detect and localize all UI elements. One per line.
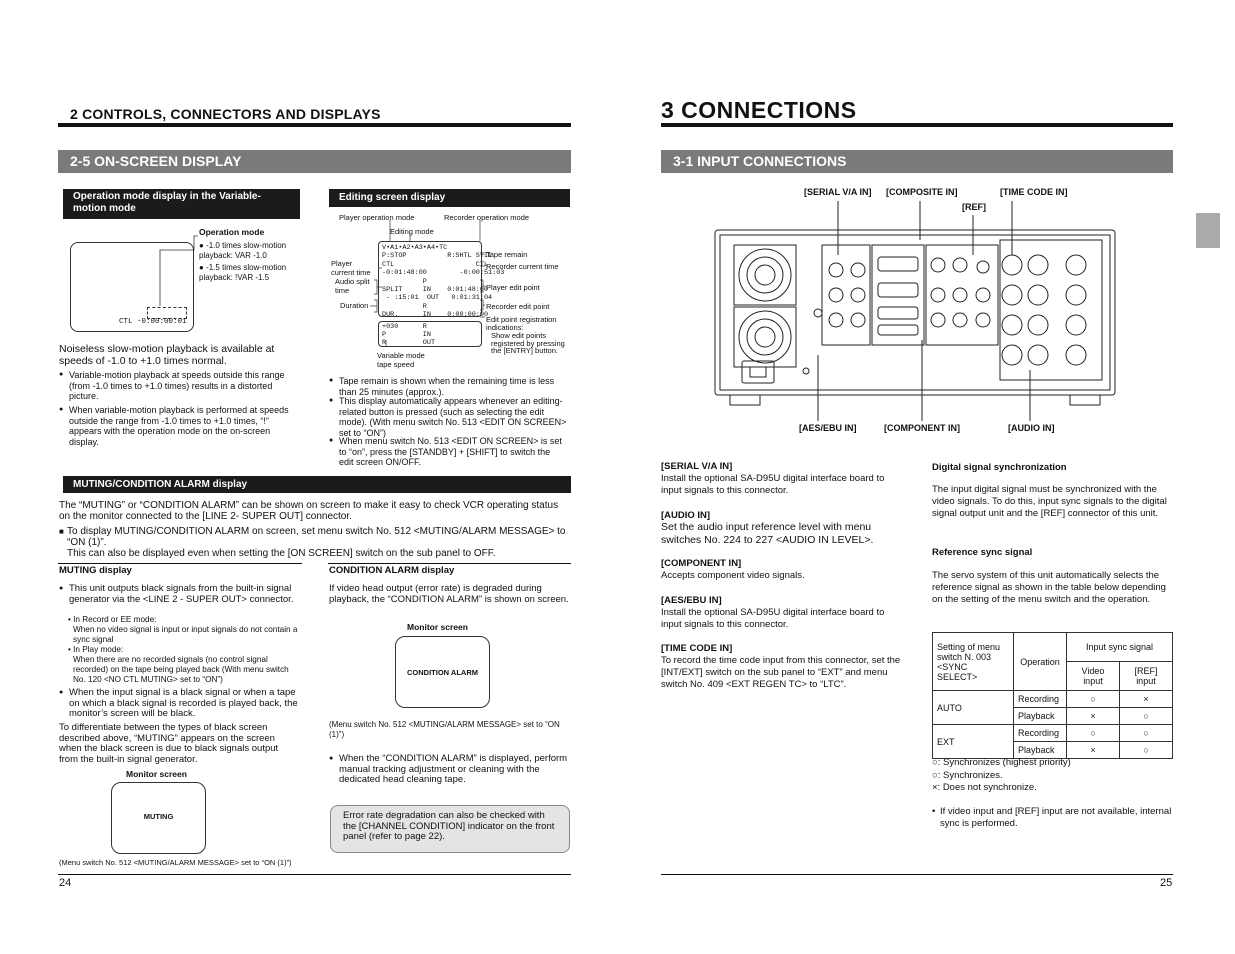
alarm-rule — [328, 563, 571, 564]
muting-diff: To differentiate between the types of black screen described above, “MUTING” appears on the screen when the black screen is due to black signals output from the built-in signal generator. — [59, 722, 279, 765]
muting-sub-4: When there are no recorded signals (no control signal recorded) on the tape being played back (With menu switch No. 120 <NO CTL MUTING> set to “ON”) — [73, 655, 289, 684]
label-timecode: [TIME CODE IN] — [1000, 187, 1068, 197]
chapter-rule-right — [661, 123, 1173, 127]
edit-lower-line-3: R OUT — [382, 339, 436, 347]
sync-table-cell: ○ — [1119, 725, 1172, 742]
label-aes: [AES/EBU IN] — [799, 423, 857, 433]
tip-box: Error rate degradation can also be checked with the [CHANNEL CONDITION] indicator on the front panel (refer to page 22). — [330, 805, 570, 853]
edit-lower-line-2: P IN — [382, 331, 431, 339]
footer-rule-left — [58, 874, 571, 875]
op-mode-opt1: ● -1.0 times slow-motion playback: VAR -1.0 — [199, 241, 287, 260]
muting-monitor-text: MUTING — [143, 812, 174, 821]
edit-screen-line-8: R — [382, 302, 427, 311]
edit-screen-line-3: CTL CTL — [382, 260, 489, 269]
edit-player-edit: Player edit point — [486, 283, 540, 292]
sync-table-cell: AUTO — [933, 691, 1014, 725]
desc-serial-heading: [SERIAL V/A IN] — [661, 461, 733, 472]
sync-table-cell: ○ — [1067, 725, 1120, 742]
desc-timecode-text: To record the time code input from this connector, set the [INT/EXT] switch on the sub panel to “EXT” and menu switch No. 409 <EXT REGEN TC> to “LTC”. — [661, 655, 901, 690]
edit-screen-line-5: P — [382, 277, 427, 286]
muting-display-heading: MUTING display — [59, 565, 132, 576]
edit-audio-split: Audio split time — [335, 277, 370, 295]
edit-player-op: Player operation mode — [339, 213, 415, 222]
desc-audio-text: Set the audio input reference level with menu switches No. 224 to 227 <AUDIO IN LEVEL>. — [661, 521, 874, 546]
sync-note — [932, 806, 1173, 830]
page-number-left: 24 — [59, 877, 72, 889]
page-number-right: 25 — [1160, 877, 1173, 889]
edit-duration: Duration — [340, 301, 369, 310]
edit-recorder-op: Recorder operation mode — [444, 213, 530, 222]
op-mode-note: Noiseless slow-motion playback is available at speeds of -1.0 to +1.0 times normal. — [59, 343, 275, 367]
edit-lower-line-1: +030 R — [382, 323, 427, 331]
edit-bullet-1: ● Tape remain is shown when the remaining time is less than 25 minutes (approx.). — [329, 376, 567, 397]
sync-table-cell: Playback — [1014, 708, 1067, 725]
muting-monitor-label: Monitor screen — [126, 769, 187, 779]
sync-heading-2: Reference sync signal — [932, 547, 1033, 558]
op-mode-leader — [150, 230, 200, 310]
label-composite: [COMPOSITE IN] — [886, 187, 958, 197]
muting-bullet-1: ● This unit outputs black signals from the built-in signal generator via the <LINE 2 - SUPER OUT> connector. — [59, 584, 299, 605]
chapter-title-right: 3 CONNECTIONS — [661, 97, 857, 123]
op-mode-title: Operation mode display in the Variable-motion mode — [63, 189, 300, 219]
alarm-text: If video head output (error rate) is degraded during playback, the “CONDITION ALARM” is shown on screen. — [329, 583, 569, 605]
sync-legend-3: ×: Does not synchronize. — [932, 782, 1037, 793]
muting-title: MUTING/CONDITION ALARM display — [63, 476, 571, 493]
table-row — [933, 691, 1173, 708]
sync-table-cell: × — [1067, 742, 1120, 759]
edit-mode-label: Editing mode — [390, 227, 434, 236]
edit-var-speed: Variable mode tape speed — [377, 351, 425, 369]
sync-text-2: The servo system of this unit automatically selects the reference signal as shown in the table below depending on the setting of the menu switch and the operation. — [932, 570, 1166, 605]
alarm-monitor-text: CONDITION ALARM — [407, 668, 478, 677]
sync-table-cell: ○ — [1067, 691, 1120, 708]
muting-sub-2: When no video signal is input or input signals do not contain a sync signal — [73, 625, 298, 644]
bullet-dot-icon: • — [932, 806, 936, 817]
edit-screen-line-6: SPLIT IN 0:01:48:00 — [382, 286, 489, 295]
chapter-title: 2 CONTROLS, CONNECTORS AND DISPLAYS — [70, 106, 381, 122]
sync-table-header-input: Input sync signal — [1067, 633, 1173, 662]
muting-sub-1: • In Record or EE mode: — [68, 615, 157, 624]
edit-reg2: Show edit points registered by pressing the [ENTRY] button. — [491, 331, 565, 355]
sync-table-cell: Recording — [1014, 691, 1067, 708]
sync-table-header-operation: Operation — [1014, 633, 1067, 691]
muting-sub — [68, 615, 300, 685]
alarm-monitor — [395, 636, 490, 708]
sync-table-cell: × — [1067, 708, 1120, 725]
muting-sub-3: • In Play mode: — [68, 645, 124, 654]
sync-table-header-video: Video input — [1067, 662, 1120, 691]
edit-screen-line-9: DUR. IN 0:00:00:00 — [382, 311, 489, 320]
chapter-rule — [58, 123, 571, 127]
sync-table-cell: × — [1119, 691, 1172, 708]
desc-aes-text: Install the optional SA-D95U digital interface board to input signals to this connector. — [661, 607, 885, 630]
edit-screen-line-7: - :15:01 OUT 0:01:31:04 — [382, 294, 493, 303]
desc-audio-heading: [AUDIO IN] — [661, 510, 711, 521]
muting-intro: The “MUTING” or “CONDITION ALARM” can be shown on screen to make it easy to check VCR operating status on the monitor connected to the [LINE 2- SUPER OUT] connector. — [59, 500, 559, 522]
rear-panel-diagram — [700, 195, 1130, 425]
edit-leaders — [330, 210, 570, 360]
sync-table-cell: EXT — [933, 725, 1014, 759]
label-serial: [SERIAL V/A IN] — [804, 187, 872, 197]
muting-monitor — [111, 782, 206, 854]
desc-component-text: Accepts component video signals. — [661, 570, 805, 581]
op-mode-bullet-2: ● When variable-motion playback is performed at speeds outside the range from -1.0 times to +1.0 times, “!” appears with the operation mode on the on-screen display. — [59, 405, 299, 447]
sync-legend — [932, 757, 1071, 795]
sync-table-cell: Playback — [1014, 742, 1067, 759]
alarm-bullet: ● When the “CONDITION ALARM” is displayed, perform manual tracking adjustment or cleaning with the dedicated head cleaning tape. — [329, 754, 569, 786]
desc-serial-text: Install the optional SA-D95U digital interface board to input signals to this connector. — [661, 473, 885, 496]
edit-bullet-3: ● When menu switch No. 513 <EDIT ON SCREEN> is set to “on”, press the [STANDBY] + [SHIFT] to switch the edit screen ON/OFF. — [329, 436, 567, 468]
sync-table — [932, 632, 1173, 759]
desc-component-heading: [COMPONENT IN] — [661, 558, 742, 569]
alarm-monitor-label: Monitor screen — [407, 622, 468, 632]
muting-rule — [58, 563, 302, 564]
muting-instruction-text: To display MUTING/CONDITION ALARM on screen, set menu switch No. 512 <MUTING/ALARM MESSAGE> to “ON (1)”. — [67, 526, 566, 548]
sync-legend-1: ○: Synchronizes (highest priority) — [932, 757, 1071, 768]
footer-rule-right — [661, 874, 1173, 875]
desc-timecode-heading: [TIME CODE IN] — [661, 643, 733, 654]
label-component: [COMPONENT IN] — [884, 423, 960, 433]
alarm-heading: CONDITION ALARM display — [329, 565, 455, 576]
sync-table-cell: Recording — [1014, 725, 1067, 742]
square-bullet-icon: ■ — [59, 527, 64, 536]
edit-screen-line-4: -0:01:48:00 -0:00:51:03 — [382, 269, 505, 278]
edit-recorder-current: Recorder current time — [486, 262, 559, 271]
section-bar-right: 3-1 INPUT CONNECTIONS — [661, 150, 1173, 173]
label-ref: [REF] — [962, 202, 986, 212]
label-audio: [AUDIO IN] — [1008, 423, 1055, 433]
muting-bullet-2: ● When the input signal is a black signal or when a tape on which a black signal is recorded is played back, the monitor’s screen will be black. — [59, 688, 299, 720]
section-bar: 2-5 ON-SCREEN DISPLAY — [58, 150, 571, 173]
sync-heading-1: Digital signal synchronization — [932, 462, 1067, 473]
edit-screen-line-2: P:STOP R:SHTL STIL — [382, 252, 493, 261]
sync-table-cell: ○ — [1119, 708, 1172, 725]
op-mode-bullet-1: ● Variable-motion playback at speeds outside this range (from -1.0 times to +1.0 times) results in a distorted picture. — [59, 370, 299, 402]
muting-instruction-note: This can also be displayed even when setting the [ON SCREEN] switch on the sub panel to OFF. — [67, 548, 496, 559]
alarm-note: (Menu switch No. 512 <MUTING/ALARM MESSAGE> set to “ON (1)”) — [329, 720, 560, 739]
table-row — [933, 725, 1173, 742]
edit-recorder-edit: Recorder edit point — [486, 302, 550, 311]
sync-text-1: The input digital signal must be synchronized with the video signals. To do this, input sync signals to the digital signal output unit and the [REF] connector of this unit. — [932, 484, 1167, 519]
sync-table-header-setting: Setting of menu switch N. 003 <SYNC SELECT> — [933, 633, 1014, 691]
sync-legend-2: ○: Synchronizes. — [932, 769, 1003, 781]
sync-table-header-ref: [REF] input — [1119, 662, 1172, 691]
sync-note-text: If video input and [REF] input are not available, internal sync is performed. — [940, 806, 1172, 829]
op-mode-label: Operation mode — [199, 227, 265, 237]
edit-screen-line-1: V•A1•A2•A3•A4•TC — [382, 244, 448, 252]
edit-tape-remain: Tape remain — [486, 250, 528, 259]
page-tab — [1196, 213, 1220, 248]
ctl-readout: CTL -0:00:00:01 — [119, 318, 187, 326]
edit-reg: Edit point registration indications: — [486, 315, 557, 332]
edit-bullet-2: ● This display automatically appears whenever an editing-related button is pressed (such as selecting the edit mode). (With menu switch No. 513 <EDIT ON SCREEN> set to “ON”) — [329, 396, 567, 438]
desc-aes-heading: [AES/EBU IN] — [661, 595, 722, 606]
edit-title: Editing screen display — [329, 189, 570, 207]
muting-instruction — [59, 526, 569, 559]
edit-player-current: Player current time — [331, 259, 371, 277]
muting-note: (Menu switch No. 512 <MUTING/ALARM MESSAGE> set to “ON (1)”) — [59, 858, 292, 867]
op-mode-opt2: ● -1.5 times slow-motion playback: !VAR -1.5 — [199, 263, 287, 282]
sync-table-cell: ○ — [1119, 742, 1172, 759]
